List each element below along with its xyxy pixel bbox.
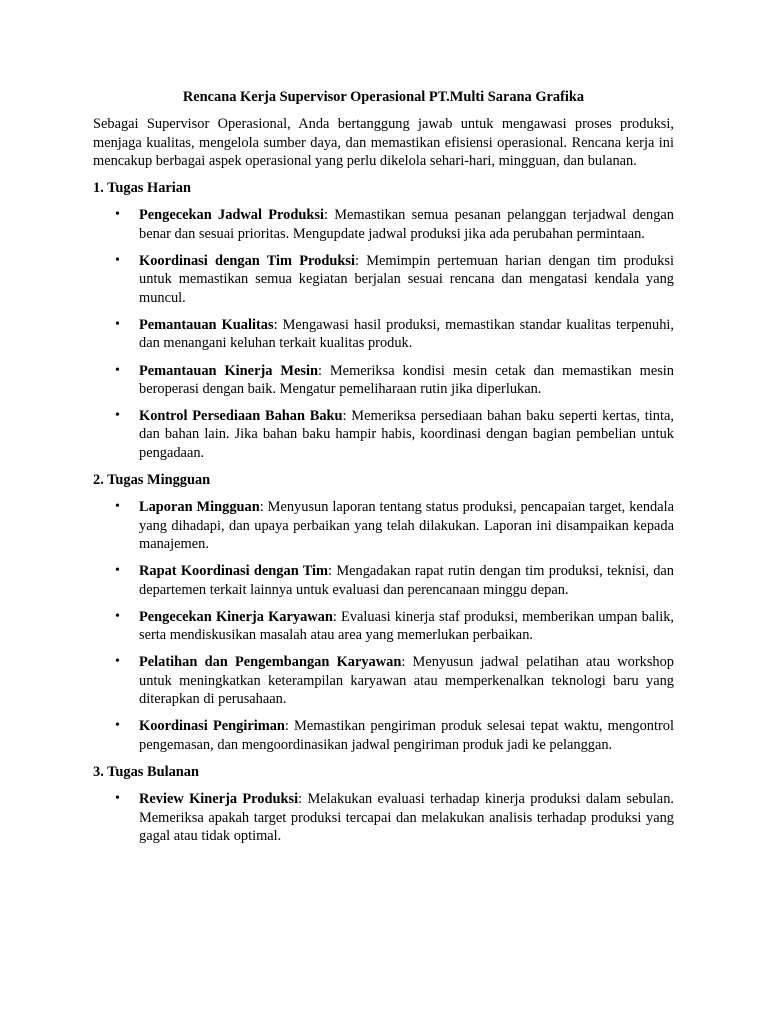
item-term: Pemantauan Kinerja Mesin bbox=[139, 362, 318, 379]
item-text: : Memastikan pengiriman produk selesai tepat waktu, mengontrol pengemasan, dan mengoordinasikan jadwal pengiriman produk jadi ke pelanggan. bbox=[139, 718, 674, 753]
section-heading-bulanan: 3. Tugas Bulanan bbox=[93, 763, 199, 780]
document-page bbox=[93, 88, 674, 854]
bullet-icon: • bbox=[115, 499, 120, 515]
list-item bbox=[93, 206, 674, 243]
item-text: : Menyusun laporan tentang status produksi, pencapaian target, kendala yang dihadapi, dan upaya perbaikan yang telah dilakukan. Laporan ini disampaikan kepada manajemen. bbox=[139, 499, 674, 552]
item-term: Pelatihan dan Pengembangan Karyawan bbox=[139, 654, 402, 671]
section-heading-mingguan: 2. Tugas Mingguan bbox=[93, 472, 211, 489]
item-text: : Evaluasi kinerja staf produksi, memberikan umpan balik, serta mendiskusikan masalah atau area yang memerlukan perbaikan. bbox=[139, 608, 674, 644]
list-item bbox=[93, 362, 674, 399]
item-term: Koordinasi Pengiriman bbox=[139, 718, 285, 735]
task-list-mingguan bbox=[93, 498, 674, 754]
item-term: Laporan Mingguan bbox=[139, 499, 260, 516]
item-term: Kontrol Persediaan Bahan Baku bbox=[139, 408, 343, 425]
item-text: : Melakukan evaluasi terhadap kinerja produksi dalam sebulan. Memeriksa apakah target produksi tercapai dan melakukan analisis terhadap produksi yang gagal atau tidak optimal. bbox=[139, 791, 674, 844]
list-item bbox=[93, 562, 674, 599]
item-text: : Menyusun jadwal pelatihan atau workshop untuk meningkatkan keterampilan karyawan atau memperkenalkan teknologi baru yang diterapkan di perusahaan. bbox=[139, 654, 675, 708]
item-term: Koordinasi dengan Tim Produksi bbox=[139, 253, 355, 270]
bullet-icon: • bbox=[115, 207, 120, 223]
task-list-bulanan bbox=[93, 790, 674, 845]
item-text: : Memeriksa persediaan bahan baku seperti kertas, tinta, dan bahan lain. Jika bahan baku hampir habis, koordinasi dengan bagian pembelian untuk pengadaan. bbox=[139, 408, 674, 461]
section-heading-harian: 1. Tugas Harian bbox=[93, 180, 191, 197]
intro-paragraph: Sebagai Supervisor Operasional, Anda bertanggung jawab untuk mengawasi proses produksi, menjaga kualitas, mengelola sumber daya, dan memastikan efisiensi operasional. Rencana kerja ini mencakup berbagai aspek operasional yang perlu dikelola sehari-hari, mingguan, dan bulanan. bbox=[93, 116, 674, 169]
item-term: Pengecekan Jadwal Produksi bbox=[139, 207, 324, 224]
item-text: : Mengadakan rapat rutin dengan tim produksi, teknisi, dan departemen terkait lainnya untuk evaluasi dan perencanaan minggu depan. bbox=[139, 563, 675, 598]
item-text: : Mengawasi hasil produksi, memastikan standar kualitas terpenuhi, dan menangani keluhan terkait kualitas produk. bbox=[139, 316, 674, 352]
list-item bbox=[93, 608, 674, 645]
document-title: Rencana Kerja Supervisor Operasional PT.Multi Sarana Grafika bbox=[182, 89, 585, 105]
bullet-icon: • bbox=[115, 362, 120, 378]
item-text: : Memastikan semua pesanan pelanggan terjadwal dengan benar dan sesuai prioritas. Mengupdate jadwal produksi jika ada perubahan permintaan. bbox=[139, 207, 675, 242]
bullet-icon: • bbox=[115, 791, 120, 807]
item-term: Rapat Koordinasi dengan Tim bbox=[139, 563, 329, 580]
bullet-icon: • bbox=[115, 408, 120, 424]
list-item bbox=[93, 790, 674, 845]
bullet-icon: • bbox=[115, 608, 120, 624]
item-text: : Memeriksa kondisi mesin cetak dan memastikan mesin beroperasi dengan baik. Mengatur pemeliharaan rutin jika diperlukan. bbox=[139, 362, 675, 397]
list-item bbox=[93, 316, 674, 353]
bullet-icon: • bbox=[115, 316, 120, 332]
list-item bbox=[93, 407, 674, 462]
list-item bbox=[93, 717, 674, 754]
item-text: : Memimpin pertemuan harian dengan tim produksi untuk memastikan semua kegiatan berjalan sesuai rencana dan mengatasi kendala yang muncul. bbox=[139, 253, 675, 306]
bullet-icon: • bbox=[115, 253, 120, 269]
bullet-icon: • bbox=[115, 654, 120, 670]
list-item bbox=[93, 252, 674, 307]
item-term: Review Kinerja Produksi bbox=[139, 791, 299, 808]
item-term: Pemantauan Kualitas bbox=[139, 316, 274, 333]
list-item bbox=[93, 498, 674, 553]
bullet-icon: • bbox=[115, 563, 120, 579]
task-list-harian bbox=[93, 206, 674, 462]
list-item bbox=[93, 653, 674, 708]
item-term: Pengecekan Kinerja Karyawan bbox=[139, 608, 333, 625]
bullet-icon: • bbox=[115, 718, 120, 734]
